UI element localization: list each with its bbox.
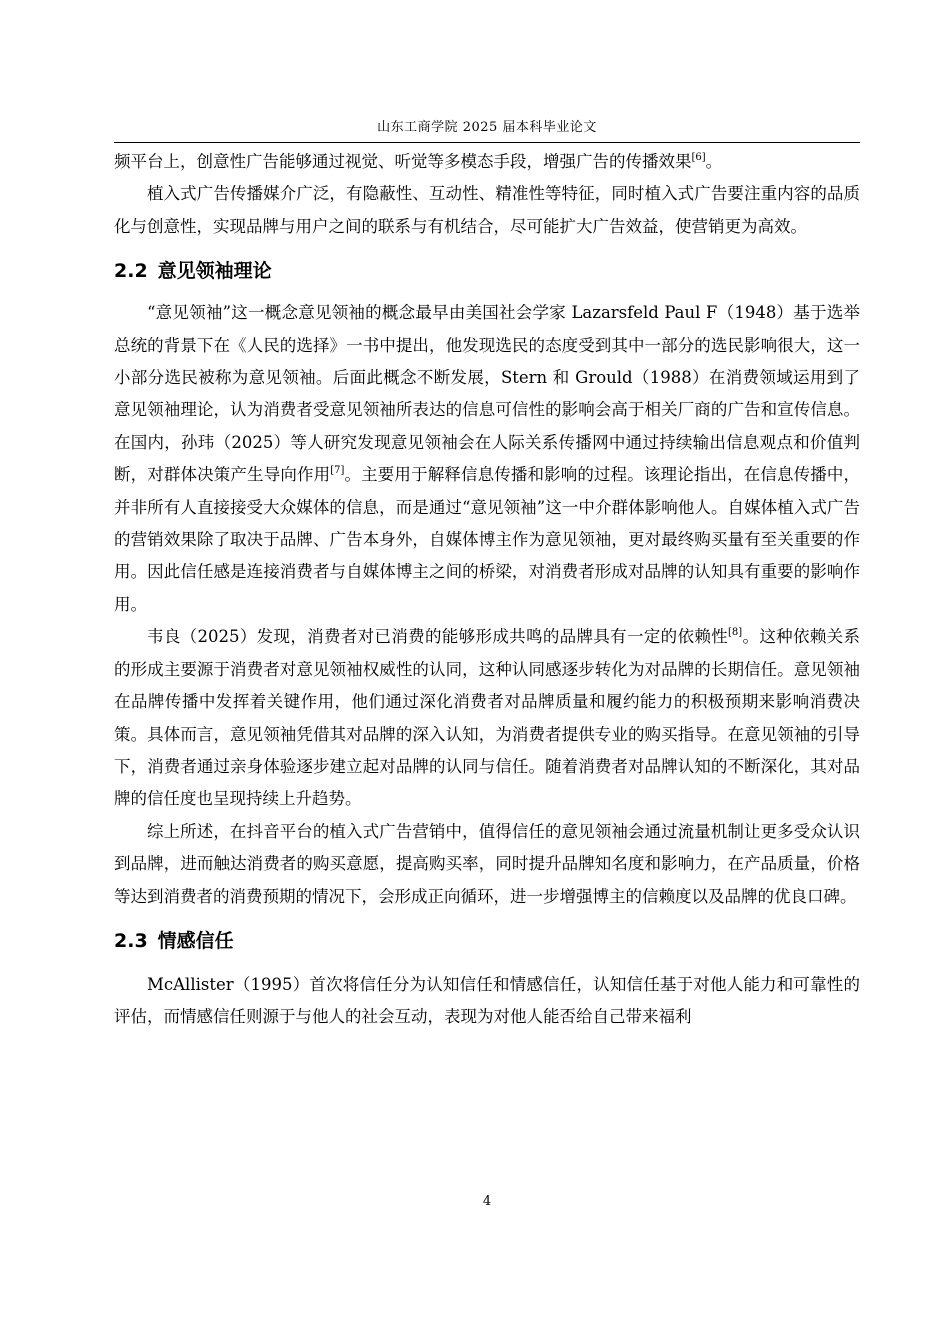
- citation-ref: [8]: [728, 627, 743, 639]
- section-heading-2-3: [114, 913, 860, 969]
- page-number: 4: [482, 1194, 492, 1209]
- header-rule: [114, 142, 860, 143]
- paragraph-tail: 。主要用于解释信息传播和影响的过程。该理论指出，在信息传播中，并非所有人直接接受大众媒体的信息，而是通过“意见领袖”这一中介群体影响他人。自媒体植入式广告的营销效果除了取决于品牌、广告本身外，自媒体博主作为意见领袖，更对最终购买量有至关重要的作用。因此信任感是连接消费者与自媒体博主之间的桥梁，对消费者形成对品牌的认知具有重要的影响作用。: [114, 465, 861, 614]
- paragraph: McAllister（1995）首次将信任分为认知信任和情感信任，认知信任基于对他人能力和可靠性的评估，而情感信任则源于与他人的社会互动，表现为对他人能否给自己带来福利: [114, 974, 860, 1027]
- paragraph-continuation: [114, 146, 860, 178]
- paragraph-text: 频平台上，创意性广告能够通过视觉、听觉等多模态手段，增强广告的传播效果: [114, 152, 692, 171]
- section-title: 意见领袖理论: [157, 260, 272, 283]
- section-heading-2-2: [114, 243, 860, 297]
- paragraph-tail: 。这种依赖关系的形成主要源于消费者对意见领袖权威性的认同，这种认同感逐步转化为对品牌的长期信任。意见领袖在品牌传播中发挥着关键作用，他们通过深化消费者对品牌质量和履约能力的积极预期来影响消费决策。具体而言，意见领袖凭借其对品牌的深入认知，为消费者提供专业的购买指导。在意见领袖的引导下，消费者通过亲身体验逐步建立起对品牌的认同与信任。随着消费者对品牌认知的不断深化，其对品牌的信任度也呈现持续上升趋势。: [114, 627, 861, 809]
- paragraph: 植入式广告传播媒介广泛，有隐蔽性、互动性、精准性等特征，同时植入式广告要注重内容的品质化与创意性，实现品牌与用户之间的联系与有机结合，尽可能扩大广告效益，使营销更为高效。: [114, 184, 860, 236]
- paragraph-text: “意见领袖”这一概念意见领袖的概念最早由美国社会学家 Lazarsfeld Paul F（1948）基于选举总统的背景下在《人民的选择》一书中提出，他发现选民的态度受到其中一部分的选民影响很大，这一小部分选民被称为意见领袖。后面此概念不断发展，Stern 和 Grould（1988）在消费领域运用到了意见领袖理论，认为消费者受意见领袖所表达的信息可信性的影响会高于相关厂商的广告和宣传信息。在国内，孙玮（2025）等人研究发现意见领袖会在人际关系传播网中通过持续输出信息观点和价值判断，对群体决策产生导向作用: [114, 303, 860, 485]
- section-title: 情感信任: [157, 929, 234, 952]
- paragraph: [114, 621, 860, 815]
- citation-ref: [6]: [691, 152, 706, 163]
- section-number: 2.2: [114, 260, 148, 283]
- page-body: [114, 146, 860, 1034]
- page-header: 山东工商学院 2025 届本科毕业论文: [377, 120, 597, 135]
- citation-ref: [7]: [330, 465, 345, 477]
- paragraph-tail: 。: [705, 152, 723, 171]
- paragraph: [114, 297, 860, 621]
- paragraph: 综上所述，在抖音平台的植入式广告营销中，值得信任的意见领袖会通过流量机制让更多受众认识到品牌，进而触达消费者的购买意愿，提高购买率，同时提升品牌知名度和影响力，在产品质量，价格等达到消费者的消费预期的情况下，会形成正向循环，进一步增强博主的信赖度以及品牌的优良口碑。: [114, 821, 860, 906]
- paragraph-text: 韦良（2025）发现，消费者对已消费的能够形成共鸣的品牌具有一定的依赖性: [147, 627, 728, 647]
- section-number: 2.3: [114, 929, 148, 952]
